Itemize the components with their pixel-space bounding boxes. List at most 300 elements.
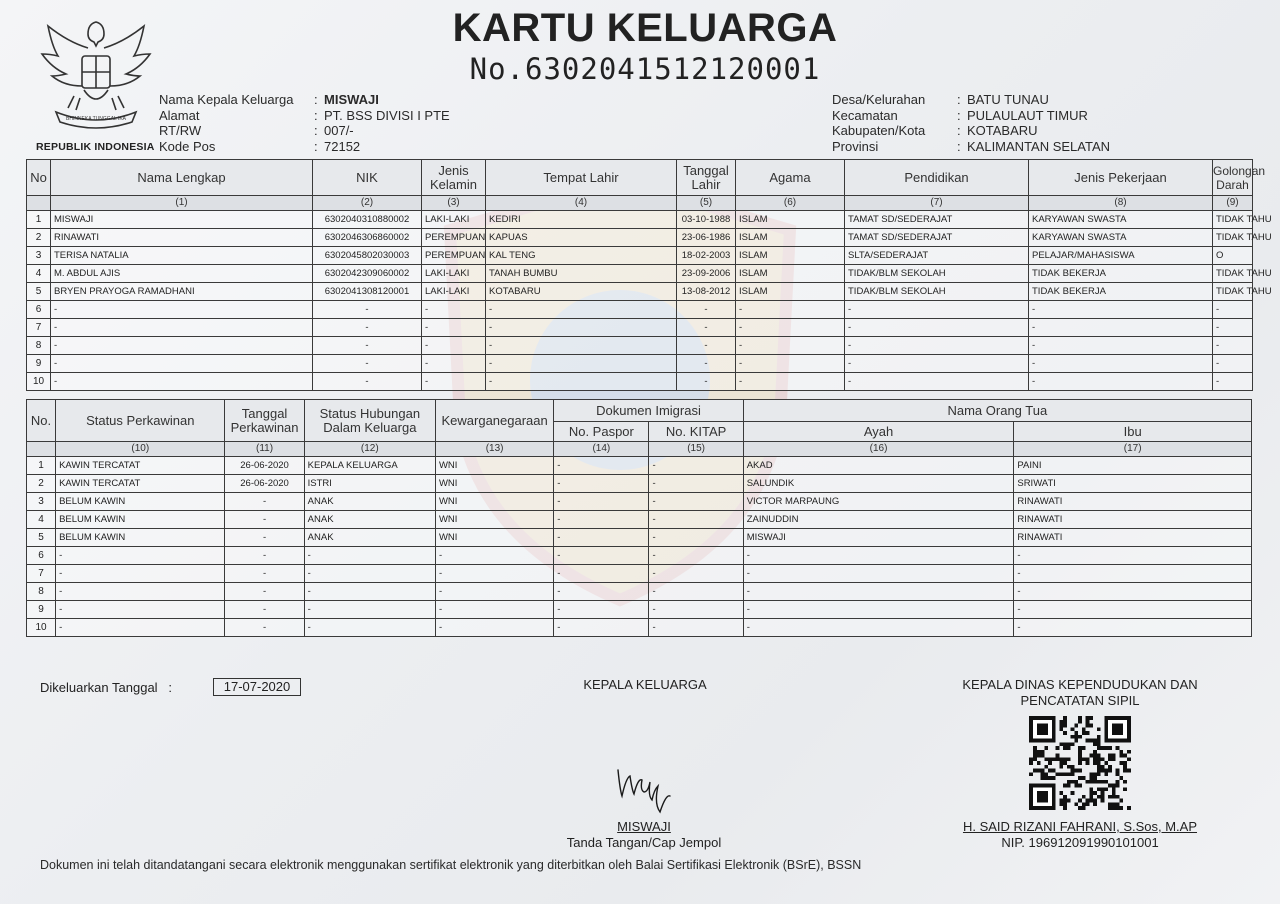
table-cell: 26-06-2020 xyxy=(225,457,304,475)
col-header-tempat-lahir: Tempat Lahir xyxy=(486,160,677,196)
table-row xyxy=(27,619,1252,637)
info-row-desa xyxy=(832,92,1110,108)
table-cell: TIDAK BEKERJA xyxy=(1029,265,1213,283)
table-cell: - xyxy=(313,319,422,337)
household-info-right xyxy=(832,92,1110,154)
table-row xyxy=(27,247,1253,265)
table-cell: KOTABARU xyxy=(486,283,677,301)
info-row-kabupaten xyxy=(832,123,1110,139)
info-label: Provinsi xyxy=(832,138,879,154)
table-cell: - xyxy=(56,619,225,637)
col-number: (6) xyxy=(736,196,845,211)
handwritten-signature-icon xyxy=(612,758,676,806)
table-cell: KEDIRI xyxy=(486,211,677,229)
info-label: Alamat xyxy=(159,107,200,123)
table-cell: - xyxy=(422,355,486,373)
table-cell: 18-02-2003 xyxy=(677,247,736,265)
table-cell: BELUM KAWIN xyxy=(56,511,225,529)
table-cell: - xyxy=(51,301,313,319)
table-row xyxy=(27,493,1252,511)
table-cell: TIDAK TAHU xyxy=(1213,265,1253,283)
table-cell: ISLAM xyxy=(736,211,845,229)
info-row-provinsi xyxy=(832,139,1110,155)
col-header-nama-orang-tua: Nama Orang Tua xyxy=(743,400,1251,422)
col-header-tanggal-lahir: Tanggal Lahir xyxy=(677,160,736,196)
row-number: 1 xyxy=(27,211,51,229)
info-row-alamat xyxy=(159,108,450,124)
table-cell: - xyxy=(845,337,1029,355)
col-number: (12) xyxy=(304,442,435,457)
table-cell: RINAWATI xyxy=(51,229,313,247)
table-cell: - xyxy=(736,301,845,319)
row-number: 1 xyxy=(27,457,56,475)
table-cell: - xyxy=(1213,319,1253,337)
row-number: 4 xyxy=(27,265,51,283)
table-row xyxy=(27,283,1253,301)
table-header-row xyxy=(27,160,1253,196)
table-row xyxy=(27,601,1252,619)
table-cell: - xyxy=(225,601,304,619)
table-cell: - xyxy=(736,319,845,337)
table-cell: RINAWATI xyxy=(1014,511,1252,529)
row-number: 5 xyxy=(27,283,51,301)
table-cell: - xyxy=(225,511,304,529)
table-cell: - xyxy=(649,475,743,493)
table-cell: - xyxy=(1014,583,1252,601)
col-number: (3) xyxy=(422,196,486,211)
table-cell: - xyxy=(304,565,435,583)
table-cell: - xyxy=(649,601,743,619)
table-cell: - xyxy=(56,547,225,565)
col-header-agama: Agama xyxy=(736,160,845,196)
col-header-dokumen-imigrasi: Dokumen Imigrasi xyxy=(554,400,743,422)
table-cell: WNI xyxy=(435,475,553,493)
table-cell: - xyxy=(845,319,1029,337)
col-header-jenis-kelamin: Jenis Kelamin xyxy=(422,160,486,196)
col-number: (2) xyxy=(313,196,422,211)
table-cell: - xyxy=(649,583,743,601)
table-cell: - xyxy=(649,619,743,637)
issued-date-label: Dikeluarkan Tanggal : xyxy=(40,680,173,695)
table-cell: - xyxy=(554,547,649,565)
table-cell: - xyxy=(554,601,649,619)
table-cell: - xyxy=(1213,337,1253,355)
table-row xyxy=(27,337,1253,355)
official-name: H. SAID RIZANI FAHRANI, S.Sos, M.AP xyxy=(962,819,1198,834)
table-cell: - xyxy=(56,565,225,583)
info-label: Nama Kepala Keluarga xyxy=(159,92,294,107)
table-cell: - xyxy=(51,355,313,373)
info-row-kecamatan xyxy=(832,108,1110,124)
table-cell: - xyxy=(649,529,743,547)
table-cell: 26-06-2020 xyxy=(225,475,304,493)
col-header-pendidikan: Pendidikan xyxy=(845,160,1029,196)
table-cell: - xyxy=(1213,355,1253,373)
table-cell: BELUM KAWIN xyxy=(56,493,225,511)
table-cell: - xyxy=(51,373,313,391)
table-row xyxy=(27,457,1252,475)
table-cell: LAKI-LAKI xyxy=(422,265,486,283)
table-cell: - xyxy=(736,373,845,391)
col-header-nik: NIK xyxy=(313,160,422,196)
table-colnum-row xyxy=(27,196,1253,211)
row-number: 2 xyxy=(27,229,51,247)
row-number: 10 xyxy=(27,373,51,391)
table-cell: - xyxy=(845,373,1029,391)
table-cell: - xyxy=(435,601,553,619)
table-cell: - xyxy=(1029,373,1213,391)
family-members-table xyxy=(26,159,1272,391)
table-cell: VICTOR MARPAUNG xyxy=(743,493,1014,511)
col-header-ibu: Ibu xyxy=(1014,422,1252,442)
table-cell: KAPUAS xyxy=(486,229,677,247)
table-cell: - xyxy=(649,457,743,475)
table-cell: RINAWATI xyxy=(1014,493,1252,511)
table-cell: - xyxy=(225,547,304,565)
table-cell: SALUNDIK xyxy=(743,475,1014,493)
info-label: Kabupaten/Kota xyxy=(832,123,926,138)
col-number: (16) xyxy=(743,442,1014,457)
table-row xyxy=(27,529,1252,547)
table-cell: - xyxy=(1014,601,1252,619)
table-cell: KAWIN TERCATAT xyxy=(56,457,225,475)
table-cell: ANAK xyxy=(304,493,435,511)
table-cell: - xyxy=(677,301,736,319)
col-number: (4) xyxy=(486,196,677,211)
col-number: (10) xyxy=(56,442,225,457)
col-number: (7) xyxy=(845,196,1029,211)
info-value: BATU TUNAU xyxy=(967,92,1049,107)
info-separator: : xyxy=(314,123,318,138)
table-cell: - xyxy=(743,619,1014,637)
qr-code-icon xyxy=(1026,716,1134,810)
row-number: 7 xyxy=(27,565,56,583)
table-cell: TERISA NATALIA xyxy=(51,247,313,265)
col-header-kewarganegaraan: Kewarganegaraan xyxy=(435,400,553,442)
table-cell: MISWAJI xyxy=(51,211,313,229)
document-number: No.6302041512120001 xyxy=(469,52,821,86)
table-cell: TANAH BUMBU xyxy=(486,265,677,283)
col-number: (5) xyxy=(677,196,736,211)
table-cell: - xyxy=(554,619,649,637)
table-cell: - xyxy=(313,373,422,391)
row-number: 9 xyxy=(27,601,56,619)
table-row xyxy=(27,301,1253,319)
table-cell: - xyxy=(225,529,304,547)
table-cell: - xyxy=(554,583,649,601)
table-cell: - xyxy=(554,565,649,583)
table-cell: - xyxy=(435,583,553,601)
col-header-nama: Nama Lengkap xyxy=(51,160,313,196)
col-header-tanggal-perkawinan: Tanggal Perkawinan xyxy=(225,400,304,442)
table-cell: - xyxy=(677,355,736,373)
table-cell: TIDAK BEKERJA xyxy=(1029,283,1213,301)
dinas-title-line2: PENCATATAN SIPIL xyxy=(1020,693,1140,708)
table-cell: - xyxy=(743,601,1014,619)
table-cell: - xyxy=(422,337,486,355)
table-cell: M. ABDUL AJIS xyxy=(51,265,313,283)
table-cell: - xyxy=(486,301,677,319)
table-cell: - xyxy=(225,583,304,601)
table-cell: - xyxy=(313,355,422,373)
table-cell: - xyxy=(486,337,677,355)
col-number xyxy=(27,196,51,211)
table-cell: KAWIN TERCATAT xyxy=(56,475,225,493)
col-number: (11) xyxy=(225,442,304,457)
table-cell: - xyxy=(225,493,304,511)
info-separator: : xyxy=(314,92,318,107)
row-number: 6 xyxy=(27,301,51,319)
table-cell: 6302040310880002 xyxy=(313,211,422,229)
table-cell: WNI xyxy=(435,493,553,511)
table-cell: - xyxy=(304,619,435,637)
table-cell: - xyxy=(422,319,486,337)
table-cell: 03-10-1988 xyxy=(677,211,736,229)
table-cell: - xyxy=(56,583,225,601)
table-cell: - xyxy=(1014,619,1252,637)
table-cell: - xyxy=(56,601,225,619)
col-header-golongan-darah: Golongan Darah xyxy=(1213,160,1253,196)
table-cell: TAMAT SD/SEDERAJAT xyxy=(845,229,1029,247)
row-number: 7 xyxy=(27,319,51,337)
row-number: 8 xyxy=(27,337,51,355)
table-cell: - xyxy=(304,583,435,601)
family-status-table xyxy=(26,399,1252,637)
republik-caption: REPUBLIK INDONESIA xyxy=(36,141,155,153)
table-cell: BELUM KAWIN xyxy=(56,529,225,547)
col-header-no-paspor: No. Paspor xyxy=(554,422,649,442)
info-value: KALIMANTAN SELATAN xyxy=(967,138,1111,154)
table-cell: ANAK xyxy=(304,511,435,529)
table-cell: - xyxy=(313,337,422,355)
table-cell: - xyxy=(554,475,649,493)
table-cell: TAMAT SD/SEDERAJAT xyxy=(845,211,1029,229)
table-cell: WNI xyxy=(435,457,553,475)
table-cell: LAKI-LAKI xyxy=(422,283,486,301)
col-number: (14) xyxy=(554,442,649,457)
table-header-row xyxy=(27,400,1252,422)
table-cell: PELAJAR/MAHASISWA xyxy=(1029,247,1213,265)
col-header-ayah: Ayah xyxy=(743,422,1014,442)
col-number xyxy=(27,442,56,457)
table-cell: - xyxy=(304,547,435,565)
info-row-rtrw xyxy=(159,123,450,139)
info-value: PT. BSS DIVISI I PTE xyxy=(324,107,450,123)
info-separator: : xyxy=(314,138,318,154)
table-cell: - xyxy=(649,565,743,583)
table-cell: SRIWATI xyxy=(1014,475,1252,493)
table-cell: - xyxy=(1029,319,1213,337)
table-cell: ZAINUDDIN xyxy=(743,511,1014,529)
table-cell: O xyxy=(1213,247,1253,265)
row-number: 2 xyxy=(27,475,56,493)
table-cell: - xyxy=(554,511,649,529)
table-cell: - xyxy=(845,355,1029,373)
table-colnum-row xyxy=(27,442,1252,457)
table-cell: RINAWATI xyxy=(1014,529,1252,547)
table-cell: - xyxy=(1213,373,1253,391)
table-cell: - xyxy=(225,619,304,637)
table-cell: ISLAM xyxy=(736,265,845,283)
row-number: 10 xyxy=(27,619,56,637)
table-cell: - xyxy=(1014,565,1252,583)
table-cell: - xyxy=(51,319,313,337)
table-cell: KARYAWAN SWASTA xyxy=(1029,229,1213,247)
col-header-no: No xyxy=(27,160,51,196)
household-info-left xyxy=(159,92,450,154)
info-label: Kecamatan xyxy=(832,107,898,123)
table-cell: TIDAK TAHU xyxy=(1213,283,1253,301)
table-cell: KAL TENG xyxy=(486,247,677,265)
row-number: 4 xyxy=(27,511,56,529)
table-row xyxy=(27,373,1253,391)
table-cell: - xyxy=(677,319,736,337)
info-value: 72152 xyxy=(324,138,361,154)
table-cell: - xyxy=(743,583,1014,601)
row-number: 8 xyxy=(27,583,56,601)
col-number: (17) xyxy=(1014,442,1252,457)
table-cell: WNI xyxy=(435,511,553,529)
table-cell: - xyxy=(422,373,486,391)
col-header-pekerjaan: Jenis Pekerjaan xyxy=(1029,160,1213,196)
table-cell: - xyxy=(736,337,845,355)
info-value: 007/- xyxy=(324,123,354,138)
table-cell: PEREMPUAN xyxy=(422,229,486,247)
table-cell: - xyxy=(435,619,553,637)
table-cell: - xyxy=(743,565,1014,583)
table-cell: - xyxy=(1213,301,1253,319)
col-header-no: No. xyxy=(27,400,56,442)
row-number: 3 xyxy=(27,493,56,511)
info-label: RT/RW xyxy=(159,123,202,138)
table-cell: - xyxy=(486,373,677,391)
table-cell: TIDAK/BLM SEKOLAH xyxy=(845,265,1029,283)
info-label: Desa/Kelurahan xyxy=(832,92,926,107)
col-number: (1) xyxy=(51,196,313,211)
table-cell: ISLAM xyxy=(736,229,845,247)
table-cell: - xyxy=(845,301,1029,319)
col-header-status-perkawinan: Status Perkawinan xyxy=(56,400,225,442)
table-cell: 6302042309060002 xyxy=(313,265,422,283)
head-of-family-signer: MISWAJI xyxy=(617,819,671,834)
col-number: (15) xyxy=(649,442,743,457)
table-cell: PEREMPUAN xyxy=(422,247,486,265)
dinas-title-line1: KEPALA DINAS KEPENDUDUKAN DAN xyxy=(962,677,1198,692)
table-row xyxy=(27,211,1253,229)
table-cell: 23-06-1986 xyxy=(677,229,736,247)
table-cell: MISWAJI xyxy=(743,529,1014,547)
col-header-status-hubungan: Status Hubungan Dalam Keluarga xyxy=(304,400,435,442)
table-cell: - xyxy=(743,547,1014,565)
table-cell: - xyxy=(486,319,677,337)
info-row-kepala xyxy=(159,92,450,108)
table-cell: 6302041308120001 xyxy=(313,283,422,301)
table-row xyxy=(27,511,1252,529)
svg-text:BHINNEKA TUNGGAL IKA: BHINNEKA TUNGGAL IKA xyxy=(65,116,127,122)
table-cell: - xyxy=(435,547,553,565)
table-cell: KEPALA KELUARGA xyxy=(304,457,435,475)
info-value: KOTABARU xyxy=(967,123,1038,138)
table-row xyxy=(27,475,1252,493)
table-cell: - xyxy=(677,373,736,391)
table-cell: - xyxy=(554,493,649,511)
table-cell: TIDAK TAHU xyxy=(1213,229,1253,247)
table-row xyxy=(27,547,1252,565)
table-cell: - xyxy=(554,529,649,547)
row-number: 3 xyxy=(27,247,51,265)
table-cell: - xyxy=(304,601,435,619)
dinas-title xyxy=(940,677,1220,709)
table-cell: - xyxy=(486,355,677,373)
table-cell: ISTRI xyxy=(304,475,435,493)
table-cell: BRYEN PRAYOGA RAMADHANI xyxy=(51,283,313,301)
electronic-signature-note: Dokumen ini telah ditandatangani secara elektronik menggunakan sertifikat elektronik yang diterbitkan oleh Balai Sertifikasi Elektronik (BSrE), BSSN xyxy=(40,858,862,872)
kepala-keluarga-title: KEPALA KELUARGA xyxy=(583,677,707,692)
table-row xyxy=(27,229,1253,247)
col-number: (8) xyxy=(1029,196,1213,211)
table-cell: WNI xyxy=(435,529,553,547)
table-cell: - xyxy=(1014,547,1252,565)
table-cell: - xyxy=(649,493,743,511)
table-cell: - xyxy=(649,511,743,529)
table-cell: ISLAM xyxy=(736,283,845,301)
official-nip: NIP. 196912091990101001 xyxy=(1001,835,1159,850)
col-number: (9) xyxy=(1213,196,1253,211)
row-number: 5 xyxy=(27,529,56,547)
table-cell: 23-09-2006 xyxy=(677,265,736,283)
table-cell: - xyxy=(51,337,313,355)
table-cell: LAKI-LAKI xyxy=(422,211,486,229)
info-separator: : xyxy=(314,107,318,123)
table-cell: - xyxy=(422,301,486,319)
table-cell: SLTA/SEDERAJAT xyxy=(845,247,1029,265)
issued-date-value: 17-07-2020 xyxy=(213,678,301,696)
info-value: MISWAJI xyxy=(324,92,379,107)
table-cell: - xyxy=(649,547,743,565)
table-row xyxy=(27,265,1253,283)
table-row xyxy=(27,565,1252,583)
table-cell: - xyxy=(1029,355,1213,373)
info-separator: : xyxy=(957,138,961,154)
row-number: 6 xyxy=(27,547,56,565)
document-title: KARTU KELUARGA xyxy=(452,6,838,50)
info-row-kodepos xyxy=(159,139,450,155)
table-row xyxy=(27,355,1253,373)
info-separator: : xyxy=(957,92,961,107)
table-cell: TIDAK/BLM SEKOLAH xyxy=(845,283,1029,301)
table-cell: 13-08-2012 xyxy=(677,283,736,301)
garuda-emblem-icon xyxy=(34,12,158,140)
info-label: Kode Pos xyxy=(159,138,216,154)
info-value: PULAULAUT TIMUR xyxy=(967,107,1088,123)
table-cell: - xyxy=(1029,301,1213,319)
table-cell: - xyxy=(313,301,422,319)
table-cell: - xyxy=(225,565,304,583)
table-cell: AKAD xyxy=(743,457,1014,475)
table-cell: - xyxy=(736,355,845,373)
col-header-no-kitap: No. KITAP xyxy=(649,422,743,442)
table-cell: KARYAWAN SWASTA xyxy=(1029,211,1213,229)
table-row xyxy=(27,319,1253,337)
table-cell: TIDAK TAHU xyxy=(1213,211,1253,229)
table-cell: 6302046306860002 xyxy=(313,229,422,247)
table-cell: - xyxy=(1029,337,1213,355)
table-cell: - xyxy=(677,337,736,355)
col-number: (13) xyxy=(435,442,553,457)
row-number: 9 xyxy=(27,355,51,373)
table-cell: ANAK xyxy=(304,529,435,547)
info-separator: : xyxy=(957,123,961,138)
